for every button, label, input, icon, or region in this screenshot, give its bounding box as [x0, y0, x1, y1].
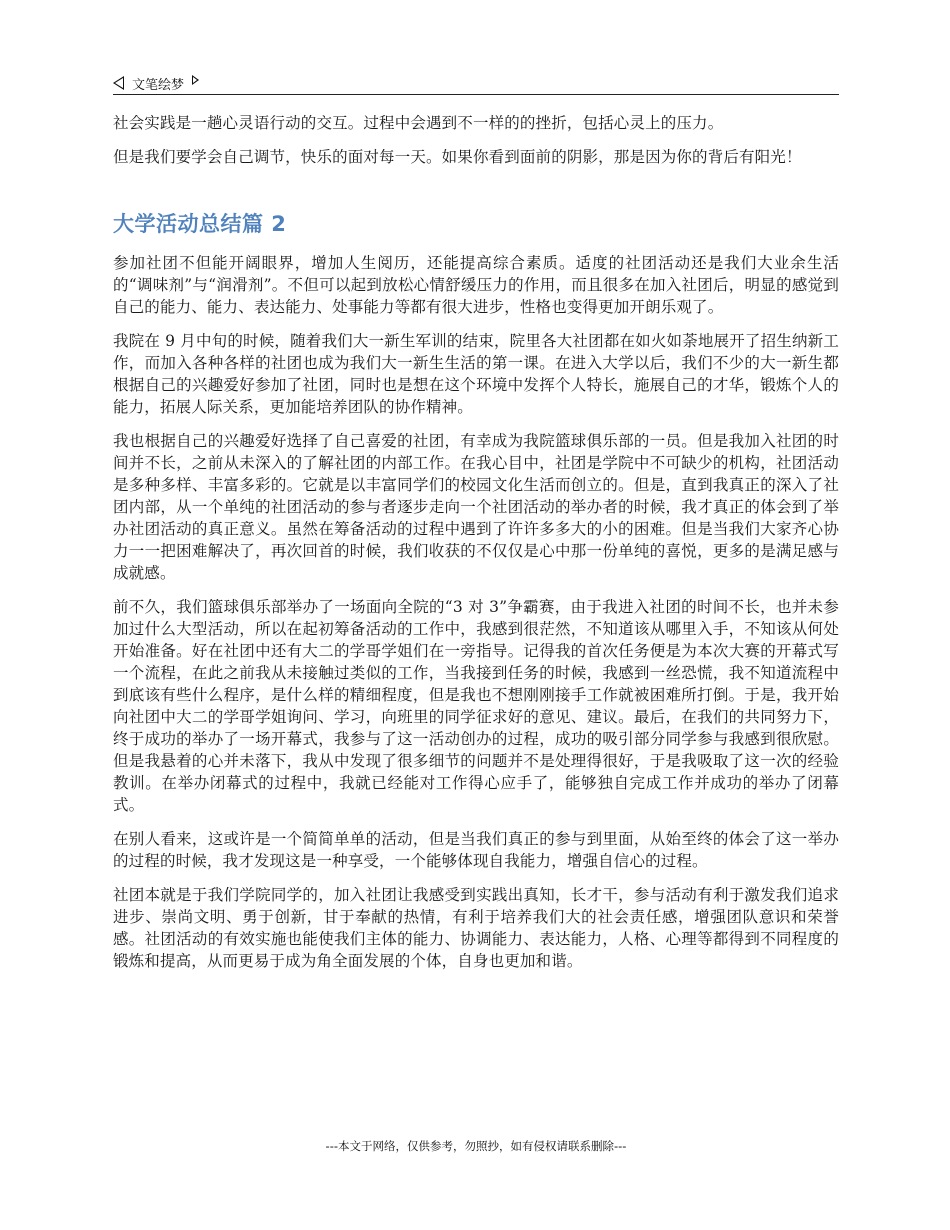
section-heading: 大学活动总结篇 2: [113, 212, 287, 236]
page-header: [113, 72, 839, 95]
body-paragraph: 社团本就是于我们学院同学的，加入社团让我感受到实践出真知，长才干，参与活动有利于激发我们追求进步、崇尚文明、勇于创新，甘于奉献的热情，有利于培养我们大的社会责任感，增强团队意识和荣誉感。社团活动的有效实施也能使我们主体的能力、协调能力、表达能力，人格、心理等都得到不同程度的锻炼和提高，从而更易于成为角全面发展的个体，自身也更加和谐。: [113, 886, 839, 970]
header-brand: 文笔绘梦: [132, 77, 185, 93]
document-page: [113, 0, 839, 1230]
document-body: [113, 112, 839, 984]
body-paragraph: 我院在 9 月中旬的时候，随着我们大一新生军训的结束，院里各大社团都在如火如荼地展开了招生纳新工作，而加入各种各样的社团也成为我们大一新生生活的第一课。在进入大学以后，我们不少的大一新生都根据自己的兴趣爱好参加了社团，同时也是想在这个环境中发挥个人特长，施展自己的才华，锻炼个人的能力，拓展人际关系，更加能培养团队的协作精神。: [113, 332, 839, 416]
intro-paragraph: 但是我们要学会自己调节，快乐的面对每一天。如果你看到面前的阴影，那是因为你的背后有阳光！: [113, 148, 802, 166]
footer-disclaimer: ---本文于网络，仅供参考，勿照抄，如有侵权请联系删除---: [325, 1139, 627, 1153]
body-paragraph: 前不久，我们篮球俱乐部举办了一场面向全院的“3 对 3”争霸赛，由于我进入社团的时间不长，也并未参加过什么大型活动，所以在起初筹备活动的工作中，我感到很茫然，不知道该从哪里入手，不知该从何处开始准备。好在社团中还有大二的学哥学姐们在一旁指导。记得我的首次任务便是为本次大赛的开幕式写一个流程，在此之前我从未接触过类似的工作，当我接到任务的时候，我感到一丝恐慌，我不知道流程中到底该有些什么程序，是什么样的精细程度，但是我也不想刚刚接手工作就被困难所打倒。于是，我开始向社团中大二的学哥学姐询问、学习，向班里的同学征求好的意见、建议。最后，在我们的共同努力下，终于成功的举办了一场开幕式，我参与了这一活动创办的过程，成功的吸引部分同学参与我感到很欣慰。但是我悬着的心并未落下，我从中发现了很多细节的问题并不是处理得很好，于是我吸取了这一次的经验教训。在举办闭幕式的过程中，我就已经能对工作得心应手了，能够独自完成工作并成功的举办了闭幕式。: [113, 598, 839, 814]
body-paragraph: 在别人看来，这或许是一个简简单单的活动，但是当我们真正的参与到里面，从始至终的体会了这一举办的过程的时候，我才发现这是一种享受，一个能够体现自我能力，增强自信心的过程。: [113, 830, 839, 870]
body-paragraph: 我也根据自己的兴趣爱好选择了自己喜爱的社团，有幸成为我院篮球俱乐部的一员。但是我加入社团的时间并不长，之前从未深入的了解社团的内部工作。在我心目中，社团是学院中不可缺少的机构，社团活动是多种多样、丰富多彩的。它就是以丰富同学们的校园文化生活而创立的。但是，直到我真正的深入了社团内部，从一个单纯的社团活动的参与者逐步走向一个社团活动的举办者的时候，我才真正的体会到了举办社团活动的真正意义。虽然在筹备活动的过程中遇到了许许多多大的小的困难。但是当我们大家齐心协力一一把困难解决了，再次回首的时候，我们收获的不仅仅是心中那一份单纯的喜悦，更多的是满足感与成就感。: [113, 432, 839, 582]
body-paragraph: 参加社团不但能开阔眼界，增加人生阅历，还能提高综合素质。适度的社团活动还是我们大业余生活的“调味剂”与“润滑剂”。不但可以起到放松心情舒缓压力的作用，而且很多在加入社团后，明显的感觉到自己的能力、能力、表达能力、处事能力等都有很大进步，性格也变得更加开朗乐观了。: [113, 254, 839, 316]
intro-paragraph: 社会实践是一趟心灵语行动的交互。过程中会遇到不一样的的挫折，包括心灵上的压力。: [113, 114, 724, 132]
forward-triangle-icon[interactable]: [192, 75, 199, 85]
back-triangle-icon[interactable]: [113, 76, 124, 90]
